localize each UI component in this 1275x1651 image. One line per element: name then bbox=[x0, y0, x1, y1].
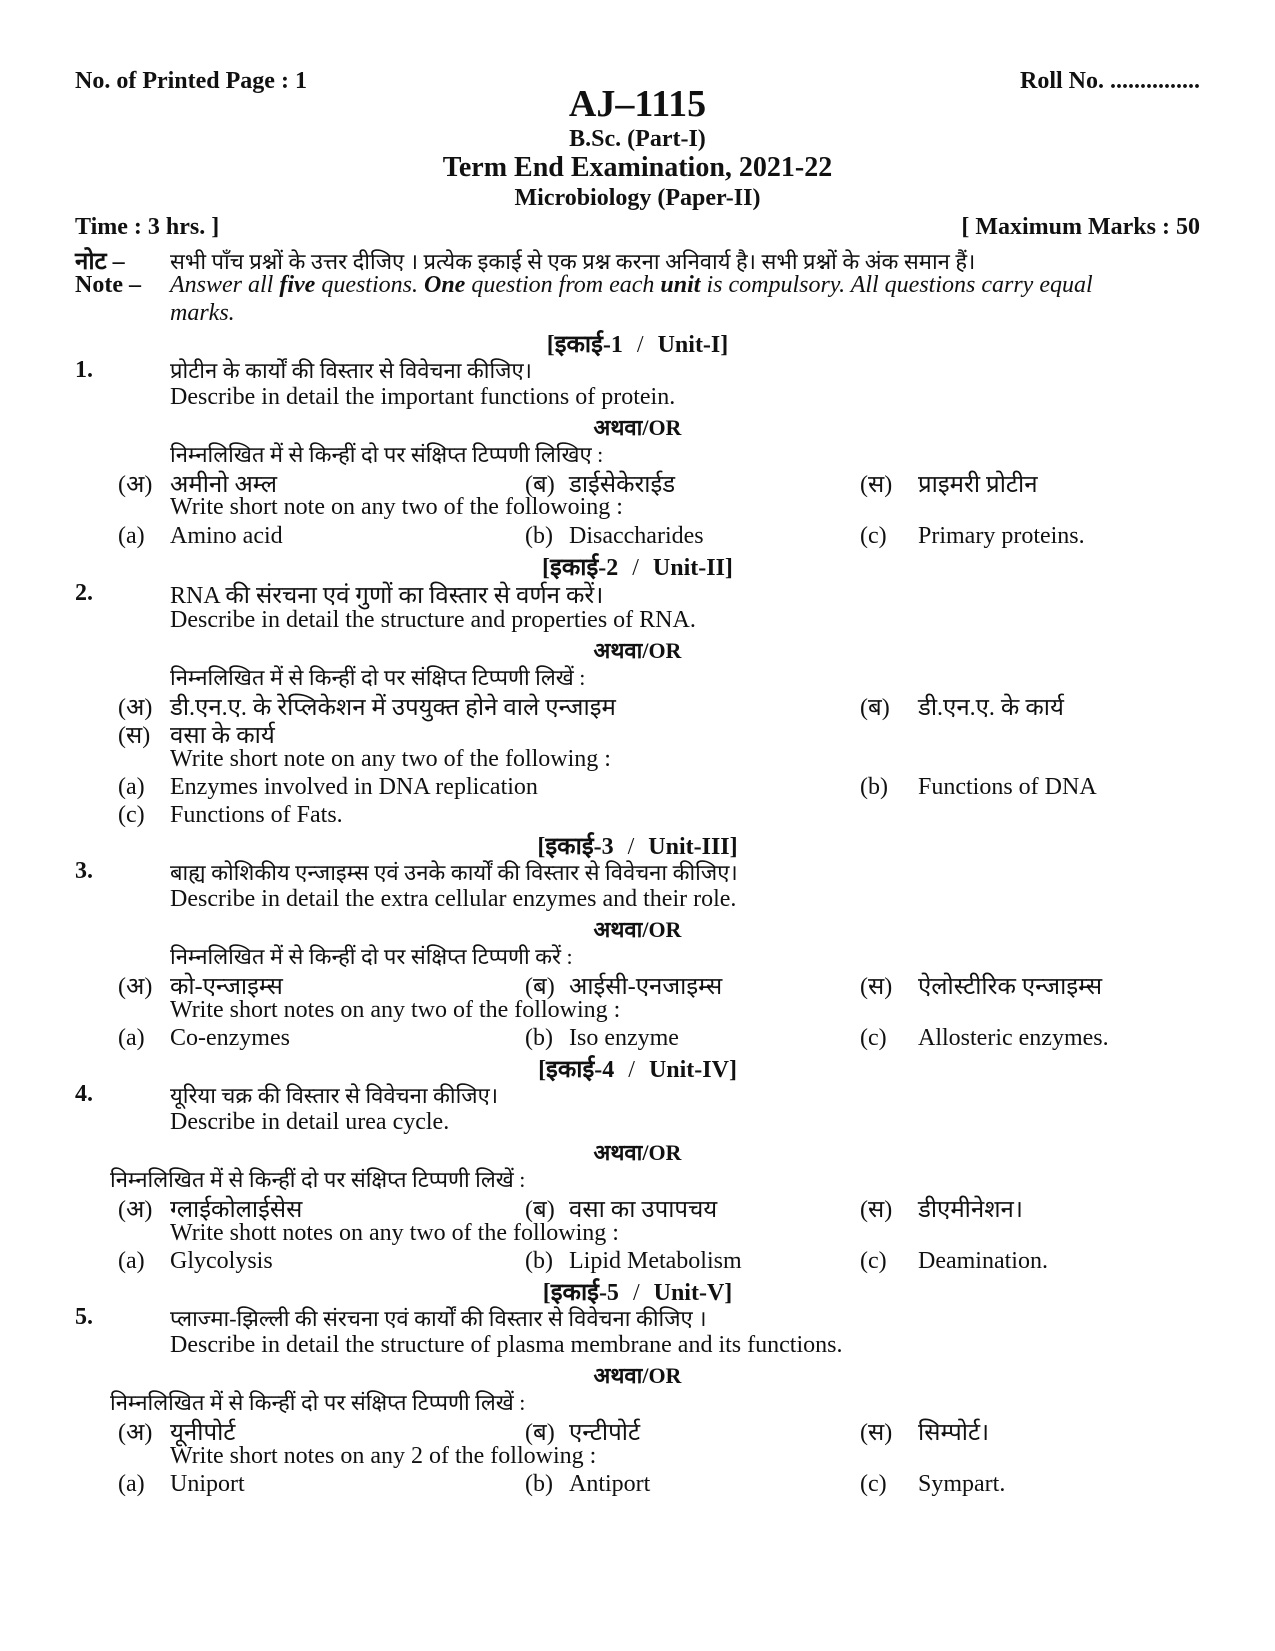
option-english-b: (b) Lipid Metabolism bbox=[525, 1248, 742, 1274]
alternative-hindi: निम्नलिखित में से किन्हीं दो पर संक्षिप्त टिप्पणी करें : bbox=[170, 944, 573, 969]
alternative-hindi: निम्नलिखित में से किन्हीं दो पर संक्षिप्त टिप्पणी लिखें : bbox=[170, 665, 586, 690]
or-separator: अथवा/OR bbox=[593, 917, 682, 942]
option-hindi-b: (ब) डाईसेकेराईड bbox=[525, 472, 676, 498]
alternative-english: Write short notes on any 2 of the following : bbox=[170, 1443, 597, 1469]
or-separator: अथवा/OR bbox=[593, 1140, 682, 1165]
exam-title: Term End Examination, 2021-22 bbox=[442, 152, 833, 183]
option-hindi-c: (स) ऐलोस्टीरिक एन्जाइम्स bbox=[860, 974, 1103, 1000]
option-english-c: (c) Functions of Fats. bbox=[118, 802, 343, 828]
question-hindi: बाह्य कोशिकीय एन्जाइम्स एवं उनके कार्यों की विस्तार से विवेचना कीजिए। bbox=[170, 860, 738, 885]
unit-heading: [इकाई-5 / Unit-V] bbox=[542, 1280, 733, 1306]
course-name: B.Sc. (Part-I) bbox=[569, 126, 706, 152]
question-hindi: यूरिया चक्र की विस्तार से विवेचना कीजिए। bbox=[170, 1083, 499, 1108]
question-english: Describe in detail the extra cellular enzymes and their role. bbox=[170, 886, 737, 912]
alternative-english: Write short note on any two of the following : bbox=[170, 746, 611, 772]
maximum-marks: [ Maximum Marks : 50 bbox=[961, 214, 1200, 240]
note-english-text: Answer all five questions. One question from each unit is compulsory. All questions carry equal bbox=[170, 272, 1093, 298]
question-number: 1. bbox=[75, 357, 93, 383]
option-english-c: (c) Sympart. bbox=[860, 1471, 1006, 1497]
alternative-hindi: निम्नलिखित में से किन्हीं दो पर संक्षिप्त टिप्पणी लिखें : bbox=[110, 1167, 526, 1192]
alternative-english: Write short note on any two of the followoing : bbox=[170, 494, 623, 520]
question-number: 2. bbox=[75, 580, 93, 606]
note-english-label: Note – bbox=[75, 272, 141, 298]
alternative-english: Write short notes on any two of the following : bbox=[170, 997, 621, 1023]
or-separator: अथवा/OR bbox=[593, 638, 682, 663]
question-number: 4. bbox=[75, 1081, 93, 1107]
unit-heading: [इकाई-3 / Unit-III] bbox=[537, 834, 738, 860]
alternative-hindi: निम्नलिखित में से किन्हीं दो पर संक्षिप्त टिप्पणी लिखिए : bbox=[170, 442, 604, 467]
option-english-c: (c) Primary proteins. bbox=[860, 523, 1085, 549]
option-hindi-a: (अ) डी.एन.ए. के रेप्लिकेशन में उपयुक्त होने वाले एन्जाइम bbox=[118, 695, 616, 721]
option-english-a: (a) Glycolysis bbox=[118, 1248, 273, 1274]
note-english-text-cont: marks. bbox=[170, 300, 235, 326]
option-hindi-c: (स) डीएमीनेशन। bbox=[860, 1197, 1023, 1223]
paper-code: AJ–1115 bbox=[568, 83, 707, 125]
question-english: Describe in detail the structure of plasma membrane and its functions. bbox=[170, 1332, 843, 1358]
option-hindi-a: (अ) यूनीपोर्ट bbox=[118, 1420, 236, 1446]
option-english-c: (c) Allosteric enzymes. bbox=[860, 1025, 1109, 1051]
option-english-c: (c) Deamination. bbox=[860, 1248, 1048, 1274]
option-english-b: (b) Functions of DNA bbox=[860, 774, 1097, 800]
question-hindi: प्लाज्मा-झिल्ली की संरचना एवं कार्यों की विस्तार से विवेचना कीजिए । bbox=[170, 1306, 707, 1331]
option-hindi-c: (स) वसा के कार्य bbox=[118, 723, 275, 749]
roll-number: Roll No. ............... bbox=[1020, 68, 1200, 94]
option-english-a: (a) Enzymes involved in DNA replication bbox=[118, 774, 538, 800]
question-number: 3. bbox=[75, 858, 93, 884]
subject-title: Microbiology (Paper-II) bbox=[514, 185, 761, 211]
unit-heading: [इकाई-1 / Unit-I] bbox=[546, 332, 729, 358]
option-english-b: (b) Iso enzyme bbox=[525, 1025, 679, 1051]
question-english: Describe in detail the structure and properties of RNA. bbox=[170, 607, 696, 633]
question-english: Describe in detail urea cycle. bbox=[170, 1109, 450, 1135]
option-hindi-c: (स) सिम्पोर्ट। bbox=[860, 1420, 990, 1446]
question-english: Describe in detail the important functions of protein. bbox=[170, 384, 676, 410]
question-hindi: प्रोटीन के कार्यों की विस्तार से विवेचना कीजिए। bbox=[170, 358, 533, 383]
option-english-a: (a) Uniport bbox=[118, 1471, 245, 1497]
unit-heading: [इकाई-4 / Unit-IV] bbox=[538, 1057, 737, 1083]
option-hindi-a: (अ) को-एन्जाइम्स bbox=[118, 974, 283, 1000]
option-hindi-a: (अ) अमीनो अम्ल bbox=[118, 472, 277, 498]
option-hindi-b: (ब) डी.एन.ए. के कार्य bbox=[860, 695, 1064, 721]
option-hindi-b: (ब) आईसी-एनजाइम्स bbox=[525, 974, 723, 1000]
option-english-b: (b) Antiport bbox=[525, 1471, 651, 1497]
alternative-english: Write shott notes on any two of the following : bbox=[170, 1220, 619, 1246]
option-hindi-a: (अ) ग्लाईकोलाईसेस bbox=[118, 1197, 303, 1223]
option-english-a: (a) Co-enzymes bbox=[118, 1025, 290, 1051]
or-separator: अथवा/OR bbox=[593, 1363, 682, 1388]
option-hindi-c: (स) प्राइमरी प्रोटीन bbox=[860, 472, 1038, 498]
or-separator: अथवा/OR bbox=[593, 415, 682, 440]
note-hindi-text: सभी पाँच प्रश्नों के उत्तर दीजिए । प्रत्येक इकाई से एक प्रश्न करना अनिवार्य है। सभी प्रश्नों के अंक समान हैं। bbox=[170, 249, 976, 274]
printed-pages: No. of Printed Page : 1 bbox=[75, 68, 307, 94]
option-hindi-b: (ब) एन्टीपोर्ट bbox=[525, 1420, 641, 1446]
time-allowed: Time : 3 hrs. ] bbox=[75, 214, 220, 240]
alternative-hindi: निम्नलिखित में से किन्हीं दो पर संक्षिप्त टिप्पणी लिखें : bbox=[110, 1390, 526, 1415]
option-english-b: (b) Disaccharides bbox=[525, 523, 704, 549]
question-hindi: RNA की संरचना एवं गुणों का विस्तार से वर्णन करें। bbox=[170, 583, 604, 609]
question-number: 5. bbox=[75, 1304, 93, 1330]
note-hindi-label: नोट – bbox=[75, 249, 125, 275]
option-hindi-b: (ब) वसा का उपापचय bbox=[525, 1197, 718, 1223]
unit-heading: [इकाई-2 / Unit-II] bbox=[542, 555, 733, 581]
option-english-a: (a) Amino acid bbox=[118, 523, 283, 549]
